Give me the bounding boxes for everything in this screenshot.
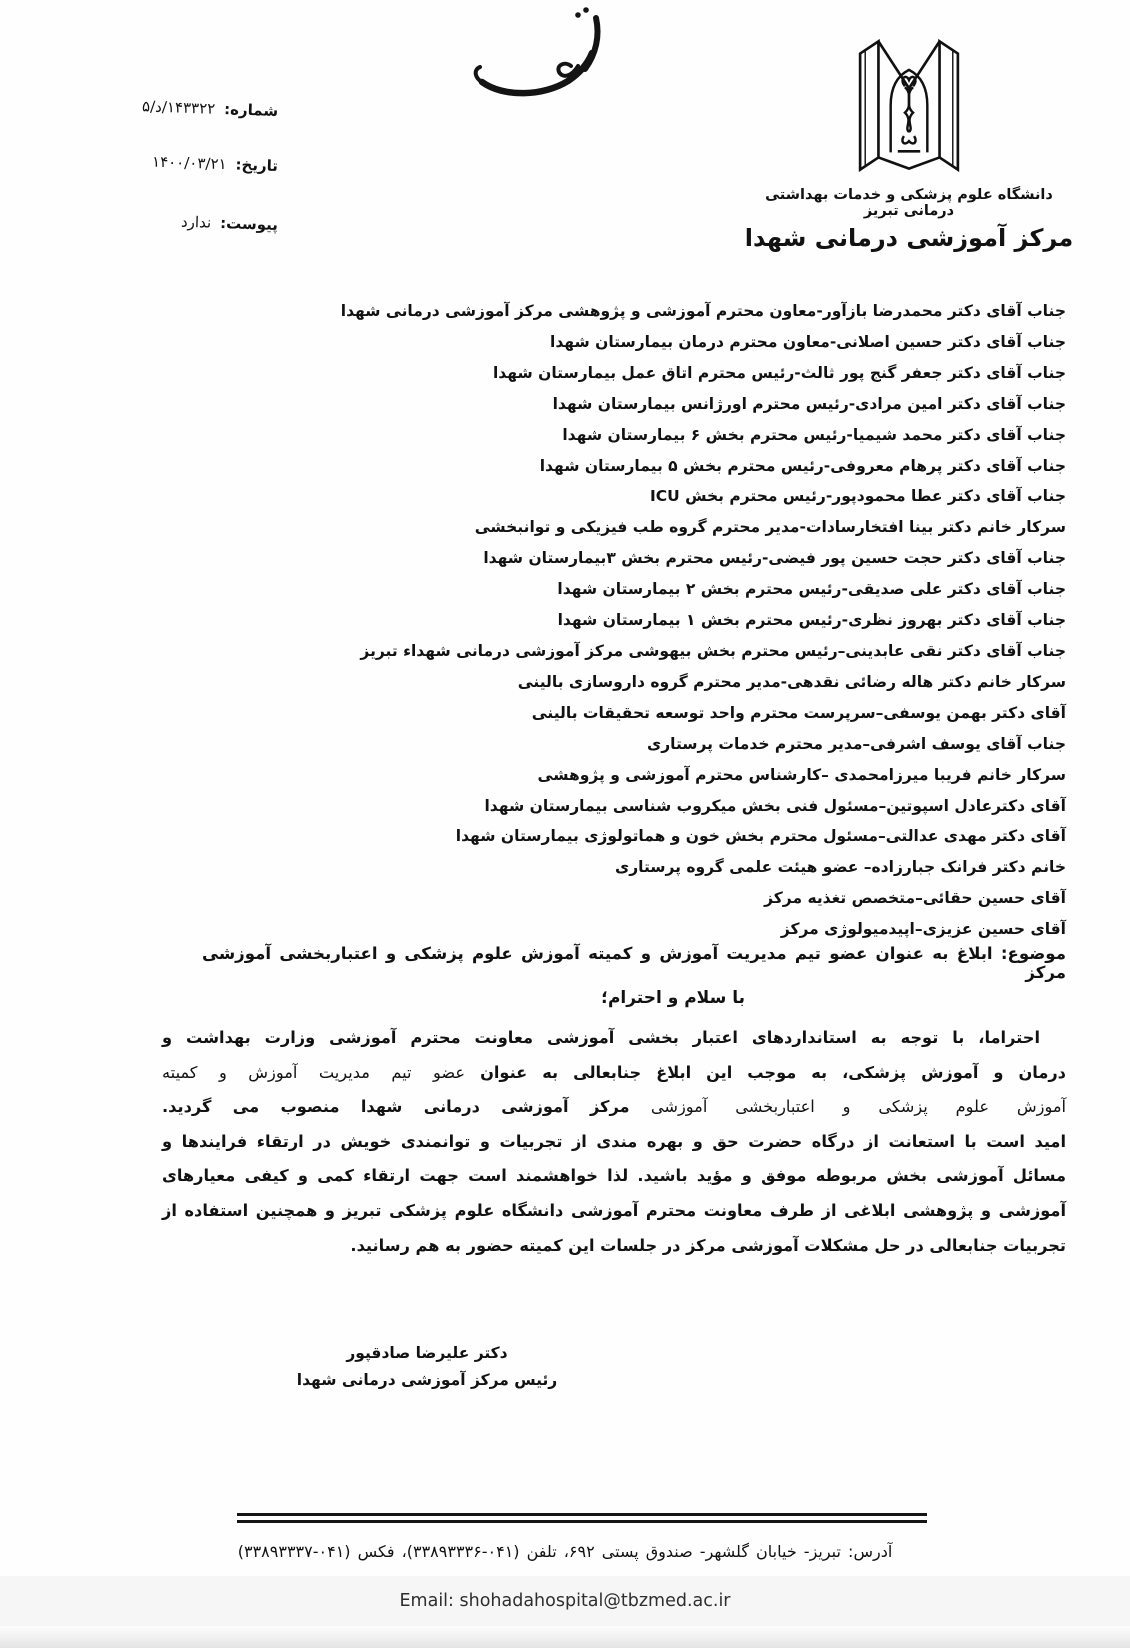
recipient-line: خانم دکتر فرانک جبارزاده– عضو هیئت علمی گروه پرستاری [615,858,1066,877]
recipient-line: آقای دکتر بهمن یوسفی–سرپرست محترم واحد توسعه تحقیقات بالینی [531,703,1066,722]
footer-email: Email: shohadahospital@tbzmed.ac.ir [399,1591,731,1611]
recipient-line: جناب آقای دکتر عطا محمودپور-رئیس محترم بخش ICU [649,487,1066,506]
recipient-line: جناب آقای دکتر امین مرادی-رئیس محترم اورژانس بیمارستان شهدا [552,394,1066,413]
signatory-name: دکتر علیرضا صادقپور [346,1344,508,1362]
body-line: امید است با استعانت از درگاه حضرت حق و بهره مندی از تجربیات و توانمندی خویش در ارتقاء فرایندها و [162,1131,1066,1151]
body-line [162,1056,1066,1091]
recipient-line: سرکار خانم دکتر بینا افتخارسادات-مدیر محترم گروه طب فیزیکی و توانبخشی [474,518,1066,537]
body-line: مسائل آموزشی بخش مربوطه موفق و مؤید باشید. لذا خواهشمند است جهت ارتقاء کمی و کیفی معیارهای [162,1166,1066,1186]
letter-number-label: شماره: [223,100,279,120]
letter-body [162,1021,1066,1263]
bismillah-calligraphy-icon [468,6,633,108]
university-emblem-icon [853,36,965,174]
body-segment-light: آموزش علوم پزشکی و اعتباربخشی آموزشی [650,1097,1067,1117]
university-name: دانشگاه علوم پزشکی و خدمات بهداشتی درمانی تبریز [765,187,1053,219]
recipient-line: جناب آقای دکتر پرهام معروفی-رئیس محترم بخش ۵ بیمارستان شهدا [539,456,1066,475]
scan-bottom-shadow [0,1626,1130,1648]
center-name: مرکز آموزشی درمانی شهدا [744,224,1074,252]
letter-attachment-label: پیوست: [219,213,279,234]
recipient-line: آقای حسین عزیزی–اپیدمیولوژی مرکز [780,920,1066,939]
recipient-line: جناب آقای دکتر نقی عابدینی–رئیس محترم بخش بیهوشی مرکز آموزشی درمانی شهداء تبریز [360,641,1066,660]
recipient-line: آقای دکتر مهدی عدالتی–مسئول محترم بخش خون و هماتولوژی بیمارستان شهدا [455,827,1066,846]
signatory-title: رئیس مرکز آموزشی درمانی شهدا [296,1371,558,1389]
footer-address: آدرس: تبریز- خیابان گلشهر- صندوق پستی ۶۹۲، تلفن (۰۴۱-۳۳۸۹۳۳۳۶)، فکس (۰۴۱-۳۳۸۹۳۳۳۷) [237,1542,893,1561]
recipient-line: جناب آقای دکتر حجت حسین پور فیضی-رئیس محترم بخش ۳بیمارستان شهدا [483,549,1066,568]
letter-meta-block [88,97,279,252]
greeting-line: با سلام و احترام؛ [601,988,745,1008]
letterhead-brand [744,36,1074,252]
recipient-line: آقای حسین حقائی–متخصص تغذیه مرکز [764,889,1066,908]
body-segment: درمان و آموزش پزشکی، به موجب این ابلاغ جنابعالی به عنوان [480,1062,1066,1082]
body-segment: مرکز آموزشی درمانی شهدا منصوب می گردید. [162,1097,630,1117]
footer-divider [237,1513,927,1523]
letter-attachment-row [181,213,279,234]
signature-block [252,1344,602,1389]
footer-email-bar [0,1576,1130,1626]
body-segment-light: عضو تیم مدیریت آموزش و کمیته [162,1062,466,1082]
letter-number-value: ۱۴۳۳۲۲/د/۵ [141,97,216,118]
body-line: احتراما، با توجه به استانداردهای اعتبار بخشی آموزشی معاونت محترم آموزشی وزارت بهداشت و [162,1028,1040,1047]
recipient-line: جناب آقای یوسف اشرفی–مدیر محترم خدمات پرستاری [647,734,1066,753]
recipient-line: سرکار خانم دکتر هاله رضائی نقدهی-مدیر محترم گروه داروسازی بالینی [517,672,1066,691]
recipient-line: جناب آقای دکتر محمدرضا بازآور-معاون محترم آموزشی و پژوهشی مرکز آموزشی درمانی شهدا [340,302,1066,320]
recipient-line: جناب آقای دکتر علی صدیقی-رئیس محترم بخش ۲ بیمارستان شهدا [557,580,1066,599]
recipient-line: آقای دکترعادل اسپوتین–مسئول فنی بخش میکروب شناسی بیمارستان شهدا [484,796,1066,815]
letter-number-row [142,97,279,120]
recipient-line: جناب آقای دکتر بهروز نظری-رئیس محترم بخش ۱ بیمارستان شهدا [557,611,1066,630]
recipient-list [160,296,1066,945]
letter-attachment-value: ندارد [180,212,212,232]
recipient-line: جناب آقای دکتر حسین اصلانی-معاون محترم درمان بیمارستان شهدا [550,332,1066,351]
body-line [162,1090,1066,1125]
recipient-line: جناب آقای دکتر جعفر گنج پور ثالث-رئیس محترم اتاق عمل بیمارستان شهدا [492,363,1066,382]
body-line: تجربیات جنابعالی در حل مشکلات آموزشی مرکز در جلسات این کمیته حضور به هم رسانید. [350,1235,1066,1255]
recipient-line: سرکار خانم فریبا میرزامحمدی –کارشناس محترم آموزشی و پژوهشی [537,765,1066,784]
body-line: آموزشی و پژوهشی ابلاغی از طرف معاونت محترم آموزشی دانشگاه علوم پزشکی تبریز و همچنین استفاده از [162,1200,1066,1220]
letter-date-row [152,153,278,175]
letter-date-label: تاریخ: [235,155,279,175]
recipient-line: جناب آقای دکتر محمد شیمیا-رئیس محترم بخش ۶ بیمارستان شهدا [562,425,1066,444]
letter-date-value: ۱۴۰۰/۰۳/۲۱ [151,152,228,174]
subject-line: موضوع: ابلاغ به عنوان عضو تیم مدیریت آموزش و کمیته آموزش علوم پزشکی و اعتباربخشی آموزشی مرکز [202,944,1066,982]
